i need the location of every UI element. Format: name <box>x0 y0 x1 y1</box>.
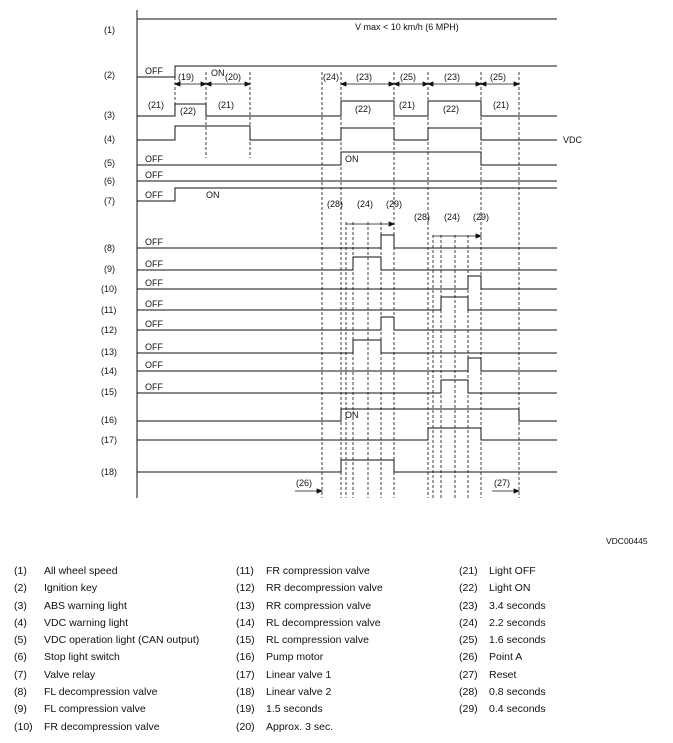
row-label: (13) <box>101 347 118 357</box>
interval-label: (24) <box>444 212 461 222</box>
row-label: (1) <box>104 25 115 35</box>
interval-label: (23) <box>444 72 461 82</box>
legend-column-3 <box>459 563 546 719</box>
row-label: (18) <box>101 467 118 477</box>
annotations <box>145 22 583 488</box>
legend-item: (21) Light OFF <box>459 565 536 577</box>
legend-item: (3) ABS warning light <box>14 599 127 612</box>
interval-label: (21) <box>399 100 416 110</box>
row-label: (8) <box>104 243 115 253</box>
signal-vdc-warning-light <box>137 126 557 140</box>
row-label: (16) <box>101 415 118 425</box>
row-label: (5) <box>104 158 115 168</box>
legend-item: (28) 0.8 seconds <box>459 686 546 699</box>
signal-fl-decompression-valve <box>137 235 557 248</box>
legend-item: (18) Linear valve 2 <box>236 686 332 699</box>
off-label: OFF <box>145 299 163 309</box>
legend-item: (8) FL decompression valve <box>14 686 158 699</box>
off-label: OFF <box>145 66 163 76</box>
row-label: (17) <box>101 435 118 445</box>
on-label: ON <box>206 190 220 200</box>
legend-item: (2) Ignition key <box>14 582 98 595</box>
interval-label: (25) <box>400 72 417 82</box>
legend-item: (1) All wheel speed <box>14 565 118 577</box>
interval-label: (21) <box>493 100 510 110</box>
legend-item: (12) RR decompression valve <box>236 582 383 595</box>
vdc-label: VDC <box>563 135 583 145</box>
row-label: (10) <box>101 284 118 294</box>
interval-label: (25) <box>490 72 507 82</box>
legend-item: (4) VDC warning light <box>14 616 129 629</box>
legend-item: (14) RL decompression valve <box>236 616 381 629</box>
legend-item: (26) Point A <box>459 651 523 664</box>
on-label: ON <box>345 410 359 420</box>
legend-item: (24) 2.2 seconds <box>459 616 546 629</box>
interval-label: (24) <box>357 199 374 209</box>
legend-item: (25) 1.6 seconds <box>459 634 546 647</box>
off-label: OFF <box>145 342 163 352</box>
legend-column-2 <box>236 563 383 736</box>
legend-item: (22) Light ON <box>459 582 531 595</box>
on-label: ON <box>345 154 359 164</box>
off-label: OFF <box>145 319 163 329</box>
signal-fr-compression-valve <box>137 297 557 310</box>
row-label: (15) <box>101 387 118 397</box>
row-label: (9) <box>104 264 115 274</box>
document-code: VDC00445 <box>606 536 648 546</box>
signal-valve-relay <box>137 188 557 201</box>
timing-markers <box>175 72 519 498</box>
signal-linear-valve-1 <box>137 428 557 440</box>
interval-label: (21) <box>148 100 165 110</box>
legend-item: (29) 0.4 seconds <box>459 703 546 716</box>
legend-item: (20) Approx. 3 sec. <box>236 720 334 733</box>
interval-label: (22) <box>355 104 372 114</box>
interval-label: (28) <box>414 212 431 222</box>
interval-label: (21) <box>218 100 235 110</box>
legend-item: (23) 3.4 seconds <box>459 599 546 612</box>
interval-label: (29) <box>473 212 490 222</box>
signal-rl-compression-valve <box>137 380 557 393</box>
legend-item: (19) 1.5 seconds <box>236 703 323 716</box>
speed-note: V max < 10 km/h (6 MPH) <box>355 22 459 32</box>
interval-label: (19) <box>178 72 195 82</box>
legend-item: (5) VDC operation light (CAN output) <box>14 634 200 647</box>
row-label: (14) <box>101 366 118 376</box>
off-label: OFF <box>145 278 163 288</box>
interval-label: (28) <box>327 199 344 209</box>
row-label: (11) <box>101 305 117 315</box>
off-label: OFF <box>145 170 163 180</box>
interval-label: (22) <box>443 104 460 114</box>
row-label: (12) <box>101 325 118 335</box>
legend-item: (10) FR decompression valve <box>14 720 160 733</box>
signal-rr-compression-valve <box>137 340 557 353</box>
interval-label: (20) <box>225 72 242 82</box>
signal-rr-decompression-valve <box>137 317 557 330</box>
legend-item: (11) FR compression valve <box>236 565 370 577</box>
signal-fl-compression-valve <box>137 257 557 270</box>
off-label: OFF <box>145 237 163 247</box>
off-label: OFF <box>145 154 163 164</box>
interval-label: (22) <box>180 106 197 116</box>
signal-fr-decompression-valve <box>137 276 557 289</box>
interval-label: (29) <box>386 199 403 209</box>
off-label: OFF <box>145 259 163 269</box>
interval-label: (23) <box>356 72 373 82</box>
off-label: OFF <box>145 360 163 370</box>
legend-item: (27) Reset <box>459 668 517 681</box>
interval-label: (24) <box>323 72 340 82</box>
legend-column-1 <box>14 563 199 736</box>
row-label: (3) <box>104 110 115 120</box>
legend-item: (7) Valve relay <box>14 668 96 681</box>
off-label: OFF <box>145 382 163 392</box>
legend-item: (15) RL compression valve <box>236 634 369 647</box>
legend-item: (16) Pump motor <box>236 651 324 664</box>
signal-rl-decompression-valve <box>137 358 557 371</box>
legend-item: (13) RR compression valve <box>236 599 372 612</box>
reset-label: (27) <box>494 478 511 488</box>
signal-linear-valve-2 <box>137 460 557 472</box>
legend-item: (9) FL compression valve <box>14 703 146 716</box>
off-label: OFF <box>145 190 163 200</box>
legend-item: (17) Linear valve 1 <box>236 668 332 681</box>
row-label: (6) <box>104 176 115 186</box>
legend-item: (6) Stop light switch <box>14 651 120 664</box>
interval-arrows <box>175 82 519 493</box>
row-label: (4) <box>104 134 115 144</box>
row-label: (7) <box>104 196 115 206</box>
row-labels <box>101 25 117 477</box>
row-label: (2) <box>104 70 115 80</box>
point-a-label: (26) <box>296 478 313 488</box>
on-label: ON <box>211 68 225 78</box>
